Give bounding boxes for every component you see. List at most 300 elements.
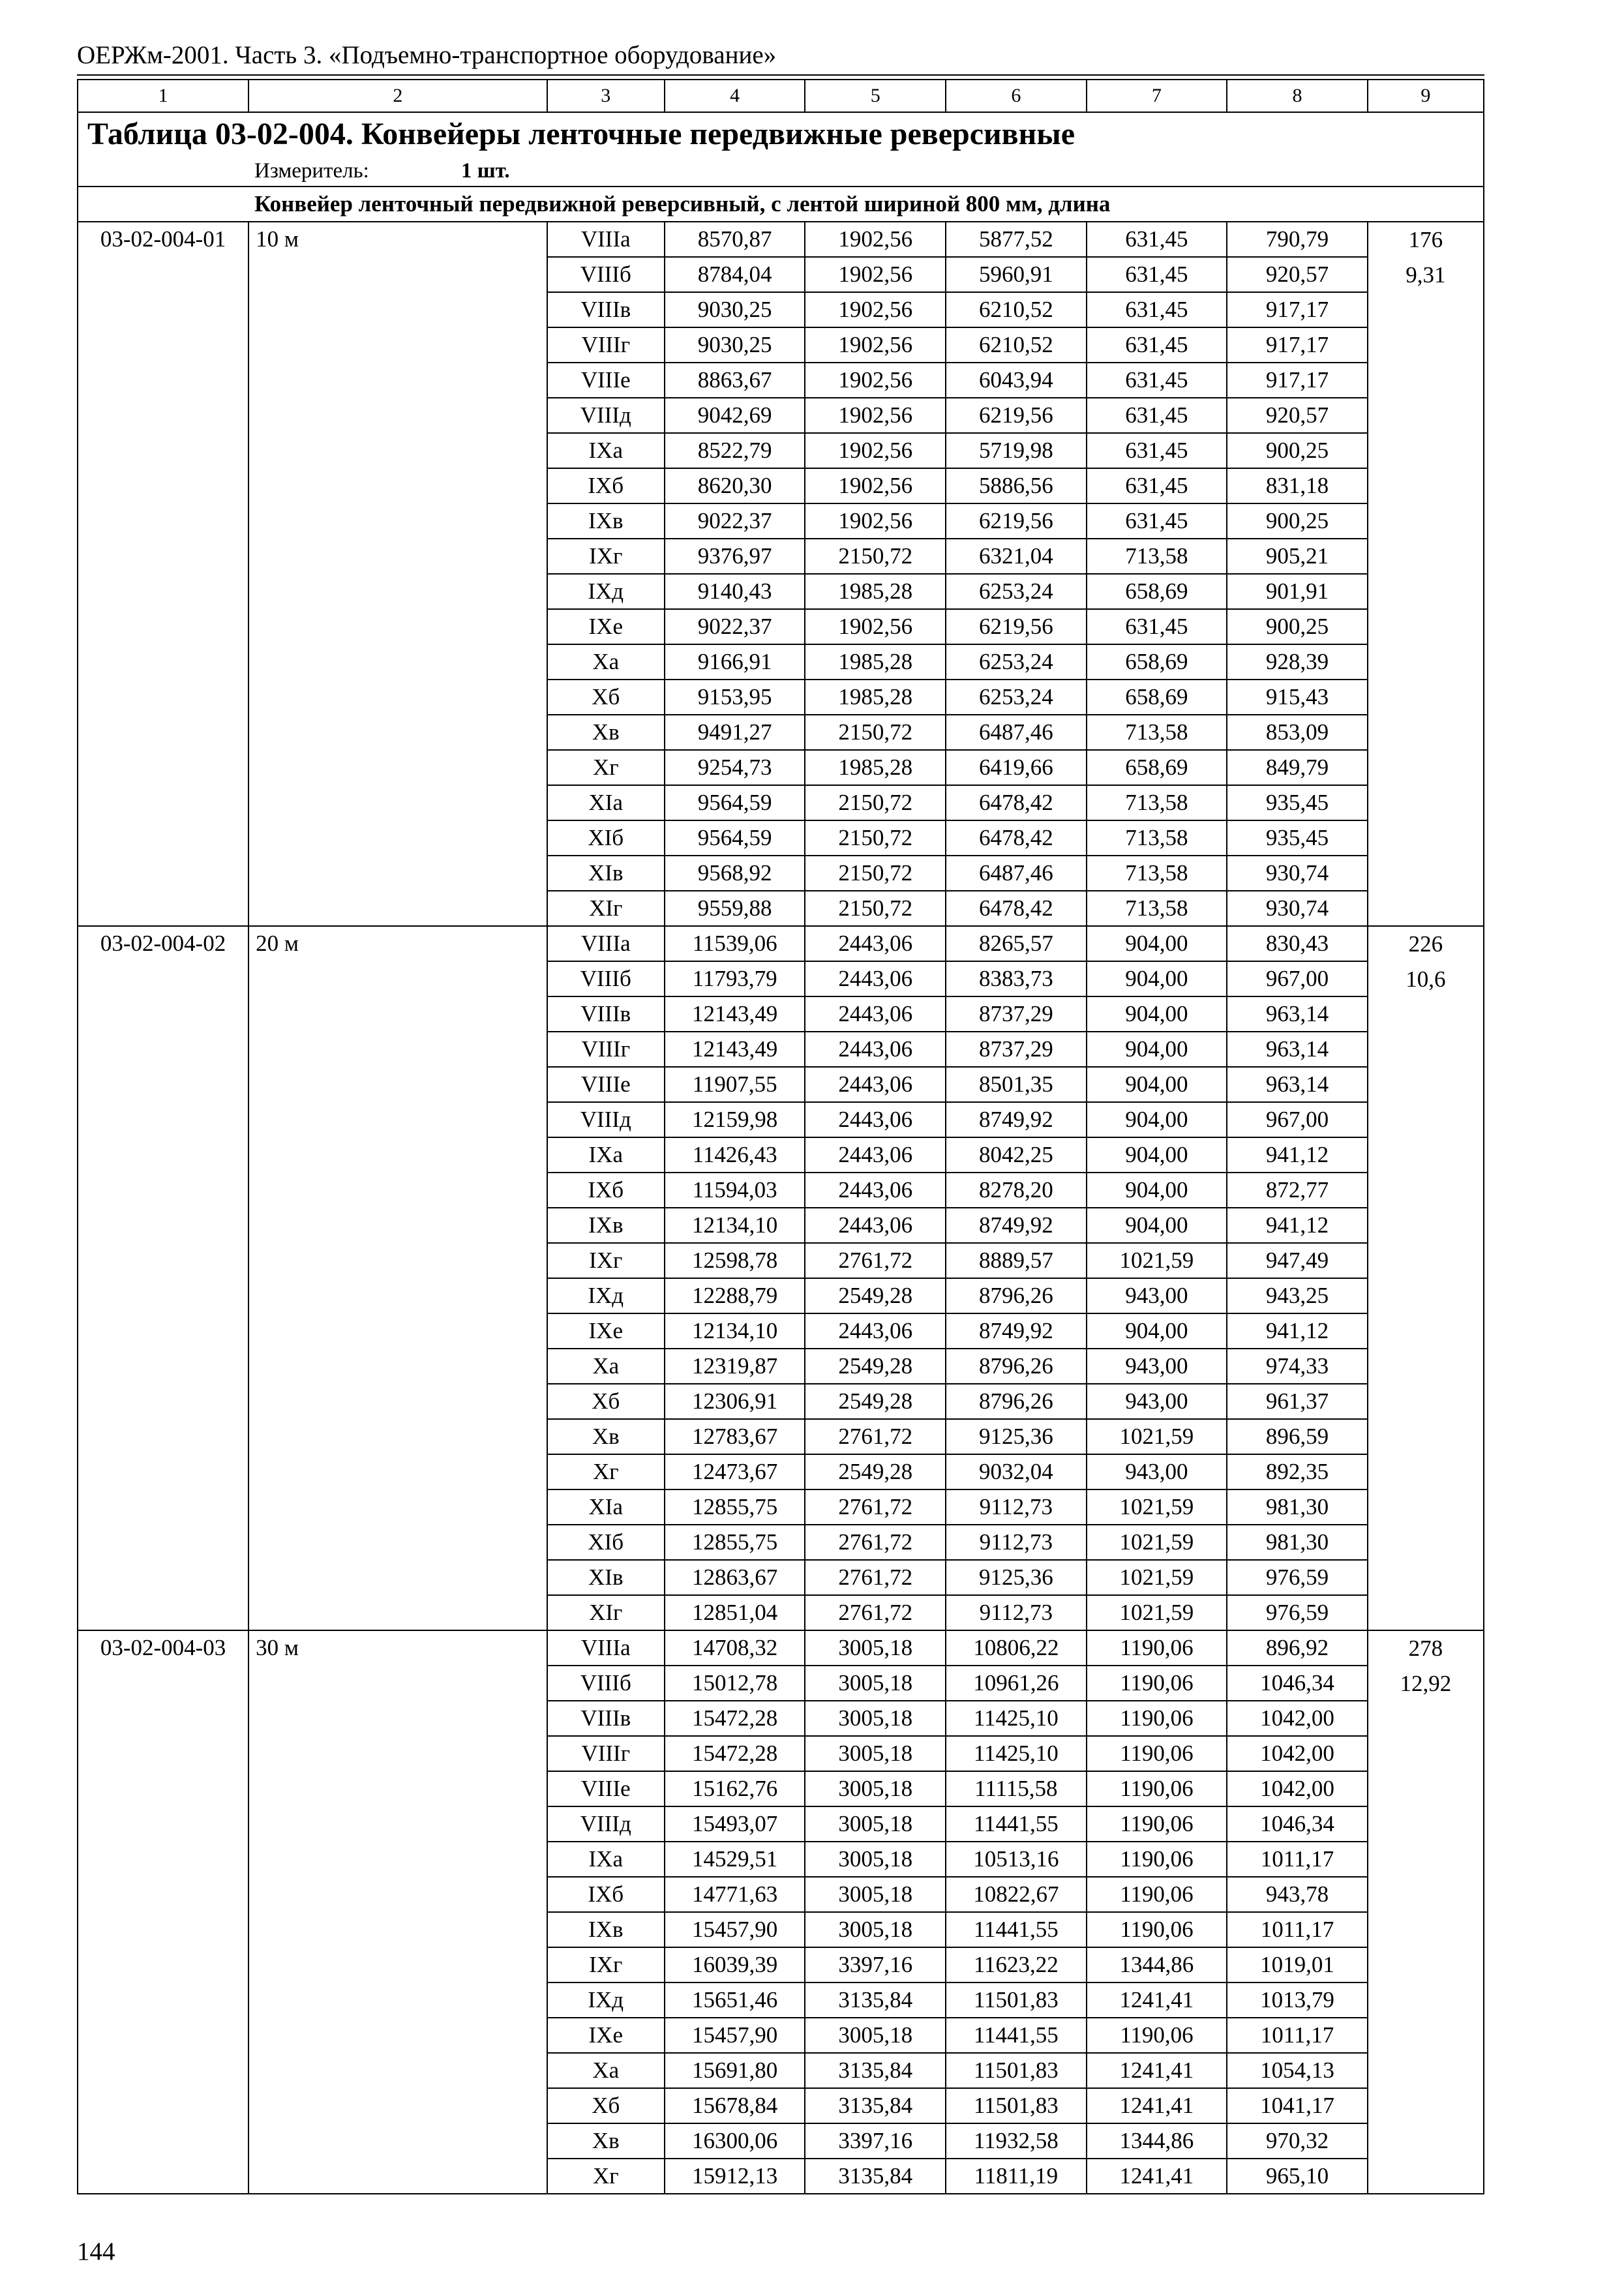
total-cost-cell: 9166,91 [665, 644, 805, 680]
operator-wage-cell: 713,58 [1087, 891, 1227, 926]
zone-cell: IXб [547, 1173, 665, 1208]
material-cost-cell: 1042,00 [1227, 1701, 1368, 1736]
machine-cost-cell: 10806,22 [946, 1630, 1087, 1666]
total-cost-cell: 9022,37 [665, 503, 805, 539]
machine-cost-cell: 8796,26 [946, 1278, 1087, 1313]
machine-cost-cell: 11501,83 [946, 2053, 1087, 2088]
material-cost-cell: 930,74 [1227, 891, 1368, 926]
labor-cost-cell: 3005,18 [805, 1701, 946, 1736]
item-code: 03-02-004-02 [78, 926, 248, 1630]
table-body [78, 80, 1484, 2194]
material-cost-cell: 928,39 [1227, 644, 1368, 680]
running-head: ОЕРЖм-2001. Часть 3. «Подъемно-транспортное оборудование» [77, 41, 777, 69]
machine-cost-cell: 11932,58 [946, 2123, 1087, 2159]
machine-cost-cell: 11425,10 [946, 1701, 1087, 1736]
machine-cost-cell: 8278,20 [946, 1173, 1087, 1208]
machine-cost-cell: 5877,52 [946, 222, 1087, 257]
operator-wage-cell: 904,00 [1087, 926, 1227, 961]
meter-cell [78, 156, 1484, 187]
operator-wage-cell: 1190,06 [1087, 1771, 1227, 1806]
operator-wage-cell: 713,58 [1087, 539, 1227, 574]
zone-cell: VIIIе [547, 363, 665, 398]
operator-wage-cell: 631,45 [1087, 222, 1227, 257]
item-length: 30 м [248, 1630, 547, 2194]
labor-cost-cell: 3005,18 [805, 1912, 946, 1947]
labor-cost-cell: 3005,18 [805, 1630, 946, 1666]
material-cost-cell: 1046,34 [1227, 1806, 1368, 1842]
total-cost-cell: 9559,88 [665, 891, 805, 926]
meter-row [78, 156, 1484, 187]
column-number: 9 [1368, 80, 1484, 112]
operator-wage-cell: 943,00 [1087, 1349, 1227, 1384]
labor-hours: 278 [1408, 1636, 1443, 1661]
machine-cost-cell: 6253,24 [946, 574, 1087, 609]
machine-cost-cell: 5886,56 [946, 468, 1087, 503]
machine-cost-cell: 6219,56 [946, 609, 1087, 644]
labor-cost-cell: 3135,84 [805, 2088, 946, 2123]
material-cost-cell: 970,32 [1227, 2123, 1368, 2159]
operator-wage-cell: 713,58 [1087, 856, 1227, 891]
zone-cell: VIIIд [547, 1806, 665, 1842]
operator-wage-cell: 1190,06 [1087, 1877, 1227, 1912]
labor-cost-cell: 2443,06 [805, 1313, 946, 1349]
labor-cost-cell: 3135,84 [805, 1982, 946, 2018]
material-cost-cell: 930,74 [1227, 856, 1368, 891]
labor-cost-cell: 2443,06 [805, 1067, 946, 1102]
machine-cost-cell: 9112,73 [946, 1525, 1087, 1560]
column-number: 3 [547, 80, 665, 112]
item-length: 20 м [248, 926, 547, 1630]
labor-cost-cell: 1902,56 [805, 503, 946, 539]
operator-wage-cell: 1190,06 [1087, 1842, 1227, 1877]
material-cost-cell: 947,49 [1227, 1243, 1368, 1278]
labor-cost-cell: 2150,72 [805, 856, 946, 891]
zone-cell: VIIIа [547, 1630, 665, 1666]
zone-cell: Xв [547, 715, 665, 750]
material-cost-cell: 981,30 [1227, 1525, 1368, 1560]
table-row [78, 222, 1484, 257]
material-cost-cell: 849,79 [1227, 750, 1368, 785]
machine-cost-cell: 9112,73 [946, 1595, 1087, 1630]
operator-wage-cell: 1021,59 [1087, 1419, 1227, 1454]
labor-cost-cell: 2150,72 [805, 539, 946, 574]
total-cost-cell: 12134,10 [665, 1208, 805, 1243]
meter-label: Измеритель: [254, 159, 369, 183]
material-cost-cell: 1011,17 [1227, 1912, 1368, 1947]
operator-wage-cell: 1021,59 [1087, 1595, 1227, 1630]
machine-cost-cell: 6253,24 [946, 680, 1087, 715]
machine-cost-cell: 11811,19 [946, 2159, 1087, 2194]
material-cost-cell: 941,12 [1227, 1137, 1368, 1173]
operator-wage-cell: 658,69 [1087, 644, 1227, 680]
zone-cell: VIIIе [547, 1771, 665, 1806]
labor-hours-cell [1368, 926, 1484, 1630]
labor-cost-cell: 2443,06 [805, 1032, 946, 1067]
item-length: 10 м [248, 222, 547, 926]
labor-cost-cell: 2443,06 [805, 1173, 946, 1208]
material-cost-cell: 963,14 [1227, 1032, 1368, 1067]
machine-cost-cell: 11441,55 [946, 1912, 1087, 1947]
machine-cost-cell: 11425,10 [946, 1736, 1087, 1771]
table-title-row [78, 112, 1484, 156]
total-cost-cell: 12319,87 [665, 1349, 805, 1384]
machine-cost-cell: 8265,57 [946, 926, 1087, 961]
labor-cost-cell: 3005,18 [805, 1842, 946, 1877]
price-table [77, 79, 1484, 2194]
machine-cost-cell: 6487,46 [946, 856, 1087, 891]
labor-cost-cell: 2443,06 [805, 961, 946, 996]
zone-cell: XIб [547, 820, 665, 856]
material-cost-cell: 853,09 [1227, 715, 1368, 750]
column-number: 5 [805, 80, 946, 112]
total-cost-cell: 9140,43 [665, 574, 805, 609]
material-cost-cell: 1046,34 [1227, 1666, 1368, 1701]
machine-cost-cell: 6487,46 [946, 715, 1087, 750]
total-cost-cell: 15691,80 [665, 2053, 805, 2088]
labor-hours-cell [1368, 222, 1484, 926]
material-cost-cell: 901,91 [1227, 574, 1368, 609]
operator-wage-cell: 1190,06 [1087, 1912, 1227, 1947]
labor-cost-cell: 2150,72 [805, 820, 946, 856]
item-code: 03-02-004-03 [78, 1630, 248, 2194]
machine-cost-cell: 8042,25 [946, 1137, 1087, 1173]
operator-wage-cell: 904,00 [1087, 1208, 1227, 1243]
zone-cell: Xа [547, 1349, 665, 1384]
zone-cell: VIIIв [547, 292, 665, 327]
operator-wage-cell: 631,45 [1087, 433, 1227, 468]
zone-cell: VIIIа [547, 222, 665, 257]
machine-cost-cell: 9032,04 [946, 1454, 1087, 1489]
labor-cost-cell: 1902,56 [805, 257, 946, 292]
column-number: 4 [665, 80, 805, 112]
material-cost-cell: 963,14 [1227, 1067, 1368, 1102]
operator-wage-cell: 658,69 [1087, 750, 1227, 785]
total-cost-cell: 15678,84 [665, 2088, 805, 2123]
labor-hours-cell [1368, 1630, 1484, 2194]
operator-wage-cell: 943,00 [1087, 1278, 1227, 1313]
operator-wage-cell: 631,45 [1087, 257, 1227, 292]
total-cost-cell: 9254,73 [665, 750, 805, 785]
labor-cost-cell: 1902,56 [805, 609, 946, 644]
labor-hours: 226 [1408, 931, 1443, 957]
total-cost-cell: 15162,76 [665, 1771, 805, 1806]
total-cost-cell: 11426,43 [665, 1137, 805, 1173]
material-cost-cell: 831,18 [1227, 468, 1368, 503]
total-cost-cell: 9564,59 [665, 785, 805, 820]
machine-cost-cell: 9112,73 [946, 1489, 1087, 1525]
zone-cell: VIIIв [547, 996, 665, 1032]
zone-cell: XIб [547, 1525, 665, 1560]
table-title: Таблица 03-02-004. Конвейеры ленточные передвижные реверсивные [78, 112, 1484, 156]
zone-cell: Xа [547, 644, 665, 680]
labor-cost-cell: 3005,18 [805, 1877, 946, 1912]
total-cost-cell: 8522,79 [665, 433, 805, 468]
machine-cost-cell: 5719,98 [946, 433, 1087, 468]
material-cost-cell: 965,10 [1227, 2159, 1368, 2194]
zone-cell: VIIIа [547, 926, 665, 961]
machine-cost-cell: 10961,26 [946, 1666, 1087, 1701]
material-cost-cell: 1011,17 [1227, 2018, 1368, 2053]
operator-wage-cell: 631,45 [1087, 468, 1227, 503]
operator-wage-cell: 904,00 [1087, 1032, 1227, 1067]
zone-cell: Xв [547, 2123, 665, 2159]
machine-cost-cell: 11441,55 [946, 2018, 1087, 2053]
total-cost-cell: 12855,75 [665, 1525, 805, 1560]
material-cost-cell: 1042,00 [1227, 1736, 1368, 1771]
material-cost-cell: 974,33 [1227, 1349, 1368, 1384]
material-cost-cell: 963,14 [1227, 996, 1368, 1032]
labor-cost-cell: 2761,72 [805, 1419, 946, 1454]
machine-cost-cell: 6478,42 [946, 785, 1087, 820]
labor-cost-cell: 1902,56 [805, 433, 946, 468]
operator-wage-cell: 1190,06 [1087, 1666, 1227, 1701]
operator-wage-cell: 904,00 [1087, 1137, 1227, 1173]
labor-cost-cell: 2549,28 [805, 1349, 946, 1384]
labor-cost-cell: 1902,56 [805, 398, 946, 433]
labor-cost-cell: 3397,16 [805, 1947, 946, 1982]
zone-cell: IXд [547, 1278, 665, 1313]
zone-cell: IXа [547, 1137, 665, 1173]
total-cost-cell: 12855,75 [665, 1489, 805, 1525]
material-cost-cell: 1013,79 [1227, 1982, 1368, 2018]
material-cost-cell: 920,57 [1227, 398, 1368, 433]
material-cost-cell: 935,45 [1227, 785, 1368, 820]
zone-cell: IXа [547, 433, 665, 468]
item-code: 03-02-004-01 [78, 222, 248, 926]
zone-cell: VIIIв [547, 1701, 665, 1736]
machine-cost-cell: 9125,36 [946, 1419, 1087, 1454]
material-cost-cell: 961,37 [1227, 1384, 1368, 1419]
machine-cost-cell: 8796,26 [946, 1384, 1087, 1419]
material-cost-cell: 943,25 [1227, 1278, 1368, 1313]
machine-cost-cell: 8796,26 [946, 1349, 1087, 1384]
operator-wage-cell: 1190,06 [1087, 1736, 1227, 1771]
zone-cell: Xг [547, 1454, 665, 1489]
machine-cost-cell: 6210,52 [946, 327, 1087, 363]
labor-cost-cell: 2443,06 [805, 926, 946, 961]
labor-cost-cell: 1902,56 [805, 363, 946, 398]
machine-cost-cell: 10513,16 [946, 1842, 1087, 1877]
machine-cost-cell: 8501,35 [946, 1067, 1087, 1102]
labor-cost-cell: 3005,18 [805, 1736, 946, 1771]
total-cost-cell: 15912,13 [665, 2159, 805, 2194]
operator-wage-cell: 631,45 [1087, 363, 1227, 398]
material-cost-cell: 1054,13 [1227, 2053, 1368, 2088]
zone-cell: Xв [547, 1419, 665, 1454]
material-cost-cell: 900,25 [1227, 503, 1368, 539]
material-cost-cell: 905,21 [1227, 539, 1368, 574]
operator-wage-cell: 1241,41 [1087, 2159, 1227, 2194]
operator-wage-cell: 1190,06 [1087, 2018, 1227, 2053]
operator-wage-cell: 631,45 [1087, 609, 1227, 644]
zone-cell: VIIIг [547, 1032, 665, 1067]
machinist-hours: 10,6 [1406, 966, 1446, 992]
total-cost-cell: 15472,28 [665, 1701, 805, 1736]
total-cost-cell: 14708,32 [665, 1630, 805, 1666]
labor-cost-cell: 2443,06 [805, 1208, 946, 1243]
zone-cell: IXе [547, 1313, 665, 1349]
labor-cost-cell: 1902,56 [805, 222, 946, 257]
total-cost-cell: 15457,90 [665, 2018, 805, 2053]
machinist-hours: 9,31 [1406, 262, 1446, 288]
total-cost-cell: 15651,46 [665, 1982, 805, 2018]
material-cost-cell: 917,17 [1227, 292, 1368, 327]
zone-cell: IXв [547, 1912, 665, 1947]
zone-cell: VIIIг [547, 1736, 665, 1771]
total-cost-cell: 12598,78 [665, 1243, 805, 1278]
zone-cell: VIIIг [547, 327, 665, 363]
operator-wage-cell: 1021,59 [1087, 1489, 1227, 1525]
total-cost-cell: 8863,67 [665, 363, 805, 398]
operator-wage-cell: 658,69 [1087, 574, 1227, 609]
zone-cell: Xб [547, 2088, 665, 2123]
labor-cost-cell: 2150,72 [805, 715, 946, 750]
operator-wage-cell: 904,00 [1087, 1313, 1227, 1349]
machine-cost-cell: 8749,92 [946, 1313, 1087, 1349]
total-cost-cell: 9042,69 [665, 398, 805, 433]
material-cost-cell: 892,35 [1227, 1454, 1368, 1489]
material-cost-cell: 917,17 [1227, 363, 1368, 398]
operator-wage-cell: 1190,06 [1087, 1806, 1227, 1842]
labor-cost-cell: 1985,28 [805, 680, 946, 715]
material-cost-cell: 896,59 [1227, 1419, 1368, 1454]
operator-wage-cell: 904,00 [1087, 1173, 1227, 1208]
machine-cost-cell: 8749,92 [946, 1208, 1087, 1243]
zone-cell: IXг [547, 1243, 665, 1278]
header-rule [77, 74, 1484, 76]
operator-wage-cell: 904,00 [1087, 1067, 1227, 1102]
operator-wage-cell: 904,00 [1087, 961, 1227, 996]
labor-cost-cell: 1985,28 [805, 644, 946, 680]
zone-cell: VIIIд [547, 1102, 665, 1137]
total-cost-cell: 9568,92 [665, 856, 805, 891]
zone-cell: XIа [547, 1489, 665, 1525]
material-cost-cell: 872,77 [1227, 1173, 1368, 1208]
material-cost-cell: 1019,01 [1227, 1947, 1368, 1982]
material-cost-cell: 941,12 [1227, 1208, 1368, 1243]
labor-cost-cell: 2549,28 [805, 1278, 946, 1313]
total-cost-cell: 16039,39 [665, 1947, 805, 1982]
zone-cell: XIг [547, 891, 665, 926]
labor-cost-cell: 3135,84 [805, 2159, 946, 2194]
labor-cost-cell: 3397,16 [805, 2123, 946, 2159]
total-cost-cell: 12863,67 [665, 1560, 805, 1595]
zone-cell: Xб [547, 680, 665, 715]
total-cost-cell: 9153,95 [665, 680, 805, 715]
operator-wage-cell: 904,00 [1087, 996, 1227, 1032]
operator-wage-cell: 943,00 [1087, 1384, 1227, 1419]
zone-cell: XIа [547, 785, 665, 820]
machine-cost-cell: 8737,29 [946, 1032, 1087, 1067]
machine-cost-cell: 11501,83 [946, 1982, 1087, 2018]
column-number: 6 [946, 80, 1087, 112]
zone-cell: Xб [547, 1384, 665, 1419]
labor-cost-cell: 2150,72 [805, 891, 946, 926]
material-cost-cell: 1042,00 [1227, 1771, 1368, 1806]
column-number: 2 [248, 80, 547, 112]
zone-cell: Xг [547, 750, 665, 785]
labor-cost-cell: 1902,56 [805, 468, 946, 503]
total-cost-cell: 9030,25 [665, 292, 805, 327]
operator-wage-cell: 713,58 [1087, 820, 1227, 856]
operator-wage-cell: 631,45 [1087, 398, 1227, 433]
operator-wage-cell: 1021,59 [1087, 1560, 1227, 1595]
zone-cell: IXв [547, 1208, 665, 1243]
total-cost-cell: 12473,67 [665, 1454, 805, 1489]
operator-wage-cell: 1190,06 [1087, 1701, 1227, 1736]
operator-wage-cell: 631,45 [1087, 503, 1227, 539]
zone-cell: IXв [547, 503, 665, 539]
zone-cell: Xа [547, 2053, 665, 2088]
operator-wage-cell: 1021,59 [1087, 1243, 1227, 1278]
total-cost-cell: 12143,49 [665, 996, 805, 1032]
machine-cost-cell: 6419,66 [946, 750, 1087, 785]
column-number: 1 [78, 80, 248, 112]
material-cost-cell: 896,92 [1227, 1630, 1368, 1666]
operator-wage-cell: 1190,06 [1087, 1630, 1227, 1666]
total-cost-cell: 15012,78 [665, 1666, 805, 1701]
labor-cost-cell: 2549,28 [805, 1454, 946, 1489]
machine-cost-cell: 6219,56 [946, 503, 1087, 539]
operator-wage-cell: 943,00 [1087, 1454, 1227, 1489]
labor-cost-cell: 3005,18 [805, 1666, 946, 1701]
labor-cost-cell: 3005,18 [805, 1771, 946, 1806]
labor-cost-cell: 1985,28 [805, 750, 946, 785]
operator-wage-cell: 713,58 [1087, 715, 1227, 750]
zone-cell: XIв [547, 856, 665, 891]
subheading: Конвейер ленточный передвижной реверсивный, с лентой шириной 800 мм, длина [78, 187, 1484, 222]
material-cost-cell: 981,30 [1227, 1489, 1368, 1525]
zone-cell: IXг [547, 1947, 665, 1982]
operator-wage-cell: 1241,41 [1087, 1982, 1227, 2018]
machine-cost-cell: 8737,29 [946, 996, 1087, 1032]
machinist-hours: 12,92 [1400, 1671, 1452, 1696]
labor-cost-cell: 2761,72 [805, 1525, 946, 1560]
subheading-row [78, 187, 1484, 222]
labor-cost-cell: 2761,72 [805, 1243, 946, 1278]
total-cost-cell: 12288,79 [665, 1278, 805, 1313]
labor-cost-cell: 2761,72 [805, 1489, 946, 1525]
machine-cost-cell: 8889,57 [946, 1243, 1087, 1278]
labor-cost-cell: 3005,18 [805, 2018, 946, 2053]
total-cost-cell: 8570,87 [665, 222, 805, 257]
total-cost-cell: 12783,67 [665, 1419, 805, 1454]
labor-cost-cell: 1902,56 [805, 292, 946, 327]
machine-cost-cell: 8383,73 [946, 961, 1087, 996]
machine-cost-cell: 8749,92 [946, 1102, 1087, 1137]
total-cost-cell: 15472,28 [665, 1736, 805, 1771]
machine-cost-cell: 11501,83 [946, 2088, 1087, 2123]
total-cost-cell: 11594,03 [665, 1173, 805, 1208]
column-number: 7 [1087, 80, 1227, 112]
total-cost-cell: 16300,06 [665, 2123, 805, 2159]
machine-cost-cell: 6043,94 [946, 363, 1087, 398]
operator-wage-cell: 1241,41 [1087, 2088, 1227, 2123]
total-cost-cell: 11539,06 [665, 926, 805, 961]
total-cost-cell: 12159,98 [665, 1102, 805, 1137]
material-cost-cell: 830,43 [1227, 926, 1368, 961]
zone-cell: VIIIб [547, 257, 665, 292]
total-cost-cell: 12143,49 [665, 1032, 805, 1067]
material-cost-cell: 900,25 [1227, 609, 1368, 644]
column-number-row [78, 80, 1484, 112]
machine-cost-cell: 6478,42 [946, 891, 1087, 926]
column-number: 8 [1227, 80, 1368, 112]
zone-cell: VIIIе [547, 1067, 665, 1102]
zone-cell: VIIIд [547, 398, 665, 433]
zone-cell: IXд [547, 574, 665, 609]
labor-cost-cell: 2761,72 [805, 1595, 946, 1630]
